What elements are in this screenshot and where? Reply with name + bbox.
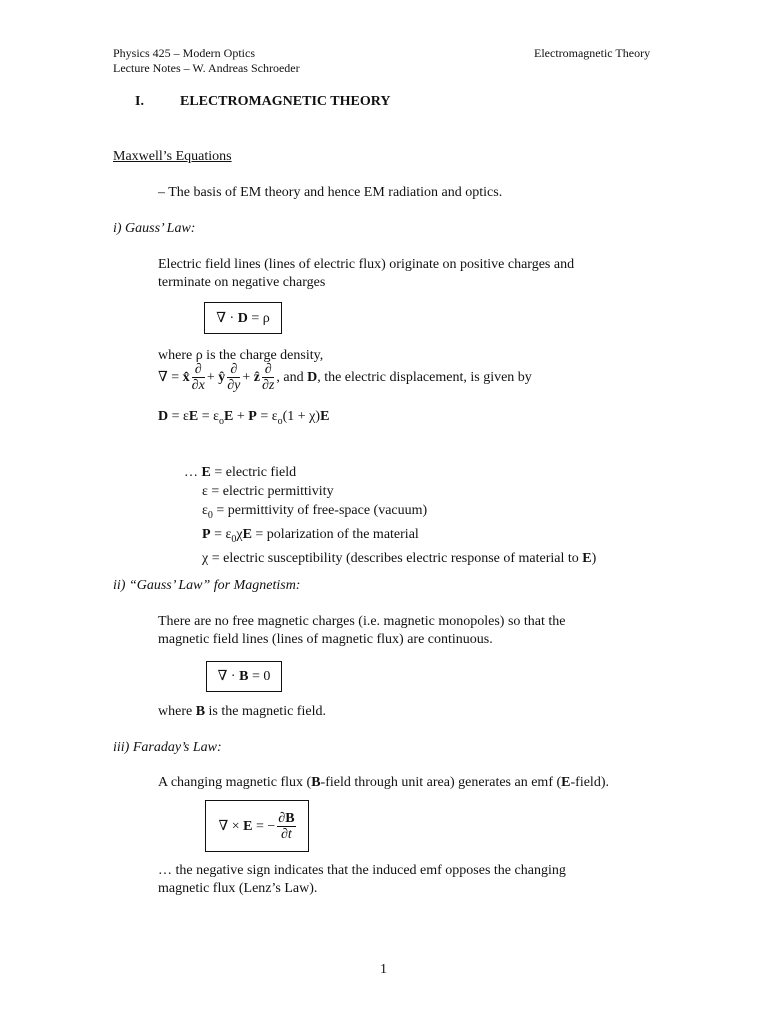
gauss-mag-equation: ∇ · B = 0 — [217, 669, 271, 684]
gauss-heading: i) Gauss’ Law: — [113, 221, 196, 236]
gauss-text-1: Electric field lines (lines of electric flux) originate on positive charges and — [158, 257, 575, 272]
gauss-equation: ∇ · D = ρ — [216, 310, 270, 326]
del-suffix: , and D, the electric displacement, is given by — [276, 369, 532, 385]
section-title: ELECTROMAGNETIC THEORY — [180, 94, 391, 109]
def-susceptibility: χ = electric susceptibility (describes electric response of material to E) — [202, 550, 597, 566]
section-number: I. — [135, 94, 144, 109]
header-topic: Electromagnetic Theory — [534, 46, 651, 60]
def-polarization: $P = \varepsilon_0\chi E$ = polarization of the material — [202, 526, 419, 545]
gauss-mag-text-2: magnetic field lines (lines of magnetic flux) are continuous. — [158, 632, 493, 647]
def-permittivity-free-space: $\varepsilon_0$ = permittivity of free-space (vacuum) — [202, 503, 428, 521]
gauss-mag-equation-box — [206, 661, 282, 692]
page-number: 1 — [380, 962, 387, 977]
intro-text: – The basis of EM theory and hence EM radiation and optics. — [158, 185, 503, 200]
faraday-note-2: magnetic flux (Lenz’s Law). — [158, 881, 318, 896]
def-permittivity: ε = electric permittivity — [202, 484, 334, 499]
faraday-heading: iii) Faraday’s Law: — [113, 740, 222, 755]
faraday-equation: ∇ × E = − $\frac{\partial B}{\partial t}$ — [218, 810, 295, 842]
faraday-note-1: … the negative sign indicates that the induced emf opposes the changing — [158, 863, 566, 878]
header-course: Physics 425 – Modern Optics — [113, 46, 255, 60]
faraday-equation-box — [205, 800, 309, 852]
gauss-mag-text-1: There are no free magnetic charges (i.e. magnetic monopoles) so that the — [158, 614, 566, 629]
gauss-where: where ρ is the charge density, — [158, 348, 324, 363]
header-notes: Lecture Notes – W. Andreas Schroeder — [113, 61, 300, 75]
displacement-equation: $D = \varepsilon E = \varepsilon_oE + P = \varepsilon_o(1 + \chi)E$ — [158, 409, 330, 427]
del-operator-equation: ∇ = x̂ $\frac{\partial}{\partial x}$ + ŷ $\frac{\partial}{\partial y}$ + ẑ $\frac{\partial}{\partial z}$ , and D, the electric displacement, is given by — [158, 362, 532, 393]
gauss-equation-box — [204, 302, 282, 334]
gauss-mag-where: where B is the magnetic field. — [158, 704, 326, 719]
definition-list — [184, 463, 596, 568]
faraday-text: A changing magnetic flux (B-field through unit area) generates an emf (E-field). — [158, 775, 609, 790]
def-electric-field: … E = electric field — [184, 465, 297, 480]
gauss-text-2: terminate on negative charges — [158, 275, 326, 290]
maxwell-heading: Maxwell’s Equations — [113, 149, 232, 164]
gauss-magnetism-heading: ii) “Gauss’ Law” for Magnetism: — [113, 578, 301, 593]
